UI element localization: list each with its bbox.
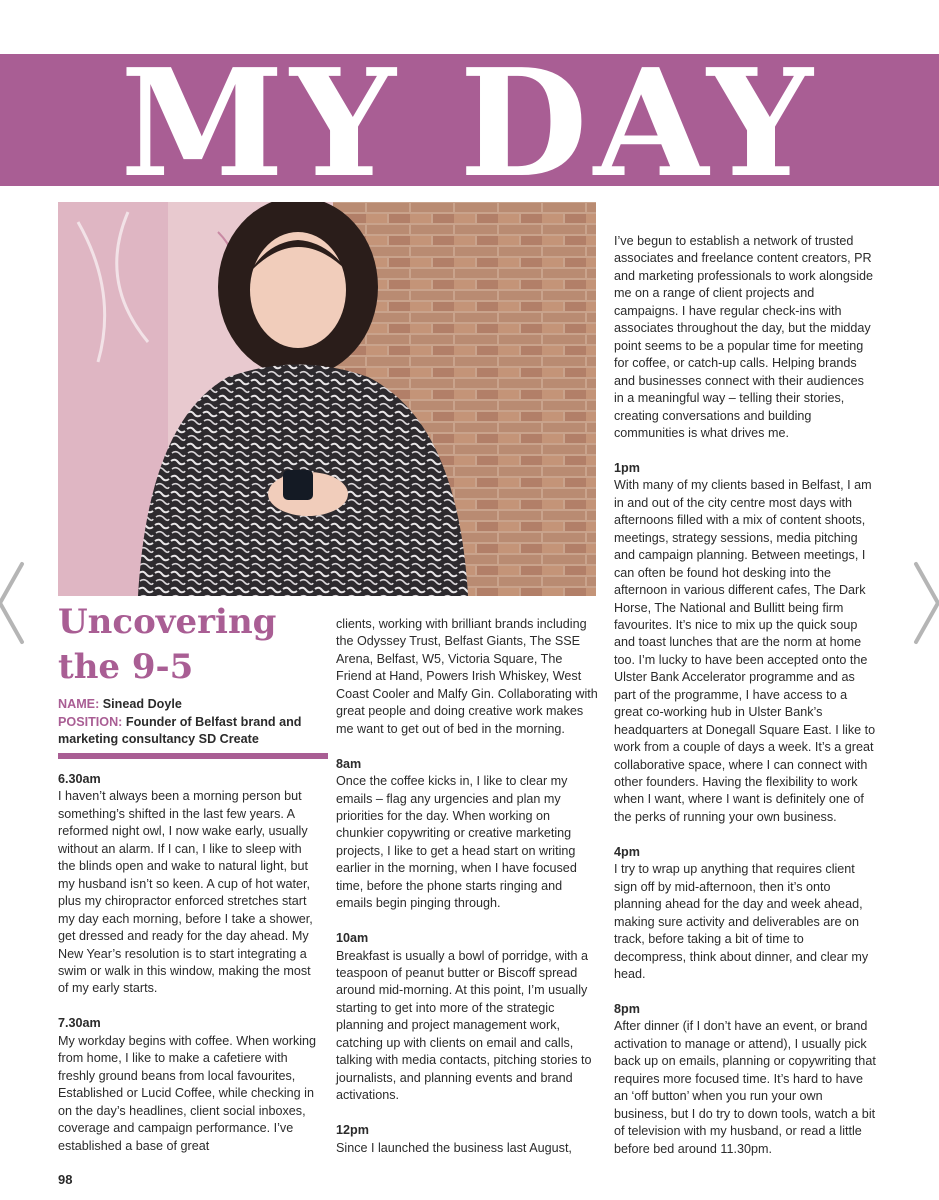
position-value: Founder of Belfast brand and marketing consultancy SD Create (58, 714, 302, 746)
time-heading: 12pm (336, 1123, 369, 1138)
time-heading: 7.30am (58, 1016, 101, 1031)
paragraph: With many of my clients based in Belfast, I am in and out of the city centre most days with afternoons filled with a mix of content shoots, meetings, strategy sessions, media pitching and campaign planning. Between meetings, I can often be found hot desking into the afternoon in various different cafes, The Dark Horse, The National and Bullitt being firm favourites. It’s nice to mix up the quick soup and toast lunches that are the norm at home too. I’m lucky to have been accepted onto the Ulster Bank Accelerator programme and as part of the programme, I have access to a great co-working hub in Ulster Bank’s headquarters at Donegall Square East. I like to work from a couple of days a week. It’s a great collaborative space, where I can connect with other founders. Having the flexibility to work when I want, where I want is definitely one of the perks of running your own business. (614, 478, 876, 824)
position-label: POSITION: (58, 714, 123, 729)
time-heading: 8pm (614, 1001, 640, 1016)
paragraph: After dinner (if I don’t have an event, or brand activation to manage or attend), I usually pick back up on emails, planning or copywriting that requires more focused time. It’s hard to have an ‘off button’ when you run your own business, but I do try to down tools, watch a bit of television with my husband, or read a little before bed around 11.30pm. (614, 1019, 876, 1156)
chevron-left-icon (0, 560, 28, 646)
column-1 (58, 771, 320, 1155)
paragraph: My workday begins with coffee. When working from home, I like to make a cafetiere with freshly ground beans from local favourites, Established or Lucid Coffee, while checking in on the day’s headlines, client social inboxes, coverage and campaign performance. I’ve established a base of great (58, 1033, 317, 1153)
paragraph: Breakfast is usually a bowl of porridge, with a teaspoon of peanut butter or Biscoff spread around mid-morning. At this point, I’m usually starting to get into more of the strategic planning and project management work, catching up with clients on email and calls, talking with media contacts, pitching stories to journalists, and planning events and brand activations. (336, 948, 592, 1103)
page-title: MY DAY (120, 54, 819, 186)
time-heading: 10am (336, 931, 369, 946)
time-heading: 6.30am (58, 772, 101, 786)
title-banner (0, 54, 939, 186)
paragraph: clients, working with brilliant brands including the Odyssey Trust, Belfast Giants, The SSE Arena, Belfast, W5, Victoria Square, The Friend at Hand, Powers Irish Whiskey, West Coast Cooler and Malfy Gin. Collaborating with great people and doing creative work makes me want to get out of bed in the morning. (336, 617, 598, 736)
paragraph: I haven’t always been a morning person but something’s shifted in the last few years. A reformed night owl, I now wake early, usually without an alarm. If I can, I like to sleep with the blinds open and wake to natural light, but my husband isn’t so keen. A cup of hot water, plus my chiropractor enforced stretches start my day each morning, before I take a shower, get dressed and ready for the day ahead. My New Year’s resolution is to start integrating a swim or walk in this window, making the most of my early starts. (58, 789, 313, 996)
name-value: Sinead Doyle (102, 697, 182, 711)
column-3 (614, 233, 876, 1158)
page-number: 98 (58, 1172, 73, 1187)
name-label: NAME: (58, 697, 100, 711)
column-2 (336, 616, 598, 1157)
time-heading: 8am (336, 756, 362, 771)
chevron-right-icon (910, 560, 939, 646)
paragraph: I’ve begun to establish a network of trusted associates and freelance content creators, PR and marketing professionals to work alongside me on a range of client projects and campaigns. I have regular check-ins with associates throughout the day, but the midday point seems to be a popular time for meeting for coffee, or catch-up calls. Helping brands and businesses connect with their audiences in a meaningful way – telling their stories, creating conversations and building communities is what drives me. (614, 234, 874, 440)
previous-page-arrow[interactable] (0, 560, 28, 646)
headline-line-2: the 9-5 (58, 647, 194, 687)
next-page-arrow[interactable] (910, 560, 939, 646)
section-divider (58, 753, 328, 759)
position-line (58, 714, 326, 749)
profile-meta (58, 696, 326, 749)
paragraph: Once the coffee kicks in, I like to clear my emails – flag any urgencies and plan my priorities for the day. When working on chunkier copywriting or creative marketing projects, I like to get a head start on writing earlier in the morning, when I have focused time, before the phone starts ringing and emails begin pinging through. (336, 774, 577, 911)
article-headline (58, 600, 328, 690)
time-heading: 4pm (614, 844, 640, 859)
paragraph: I try to wrap up anything that requires client sign off by mid-afternoon, then it’s onto planning ahead for the day and week ahead, making sure activity and deliverables are on track, before taking a bit of time to decompress, think about dinner, and clear my head. (614, 862, 869, 981)
name-line (58, 696, 326, 714)
portrait-illustration (58, 202, 596, 596)
paragraph: Since I launched the business last August, (336, 1140, 572, 1155)
portrait-photo (58, 202, 596, 596)
headline-line-1: Uncovering (58, 602, 277, 642)
time-heading: 1pm (614, 460, 640, 475)
